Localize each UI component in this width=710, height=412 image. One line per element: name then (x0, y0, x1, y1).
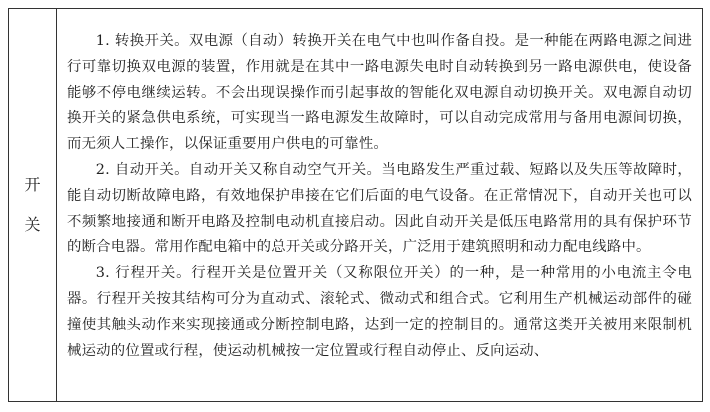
row-label-char: 关 (24, 215, 41, 234)
paragraph-transfer-switch: 1. 转换开关。双电源（自动）转换开关在电气中也叫作备自投。是一种能在两路电源之间进行可靠切换双电源的装置，作用就是在其中一路电源失电时自动转换到另一路电源供电，使设备能够不停电继续运转。不会出现误操作而引起事故的智能化双电源自动切换开关。双电源自动切换开关的紧急供电系统，可实现当一路电源发生故障时，可以自动完成常用与备用电源间切换，而无须人工操作，以保证重要用户供电的可靠性。 (67, 33, 692, 153)
paragraph-travel-switch: 3. 行程开关。行程开关是位置开关（又称限位开关）的一种，是一种常用的小电流主令电器。行程开关按其结构可分为直动式、滚轮式、微动式和组合式。它利用生产机械运动部件的碰撞使其触头动作来实现接通或分断控制电路，达到一定的控制目的。通常这类开关被用来限制机械运动的位置或行程，使运动机械按一定位置或行程自动停止、反向运动、 (67, 265, 692, 359)
row-label-cell (9, 9, 57, 401)
row-label-char: 开 (24, 175, 41, 194)
content-table (8, 8, 703, 402)
description-cell (57, 9, 702, 401)
paragraph-automatic-switch: 2. 自动开关。自动开关又称自动空气开关。当电路发生严重过载、短路以及失压等故障时，能自动切断故障电路，有效地保护串接在它们后面的电气设备。在正常情况下，自动开关也可以不频繁地接通和断开电路及控制电动机直接启动。因此自动开关是低压电路常用的具有保护环节的断合电器。常用作配电箱中的总开关或分路开关，广泛用于建筑照明和动力配电线路中。 (67, 161, 692, 256)
